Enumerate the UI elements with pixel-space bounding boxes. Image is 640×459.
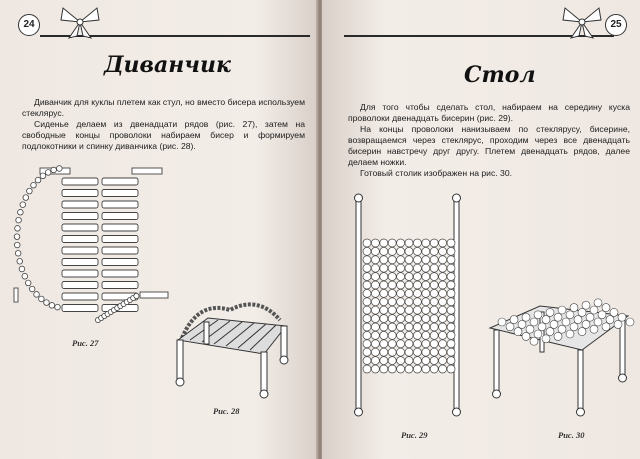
bugle-bead xyxy=(102,224,138,231)
bead xyxy=(380,365,388,373)
bead xyxy=(388,256,396,264)
bugle-bead xyxy=(62,190,98,197)
bead xyxy=(405,331,413,339)
bead xyxy=(413,306,421,314)
bead xyxy=(430,331,438,339)
bead xyxy=(430,256,438,264)
bead xyxy=(422,289,430,297)
bead xyxy=(14,234,20,240)
bead xyxy=(397,348,405,356)
bead xyxy=(413,239,421,247)
bead xyxy=(371,298,379,306)
bead xyxy=(405,306,413,314)
bead xyxy=(430,357,438,365)
bugle-bead xyxy=(132,168,162,174)
bead xyxy=(380,357,388,365)
bow-ornament-icon xyxy=(557,2,607,42)
bead xyxy=(447,281,455,289)
bead xyxy=(522,332,530,340)
bead xyxy=(447,357,455,365)
bead xyxy=(405,298,413,306)
bead xyxy=(422,323,430,331)
bead xyxy=(35,177,41,183)
bead xyxy=(439,281,447,289)
paragraph: Для того чтобы сделать стол, набираем на середину куска проволоки двенадцать бисерин (рис. 29). xyxy=(348,102,630,123)
bead xyxy=(439,256,447,264)
bead xyxy=(447,239,455,247)
bead xyxy=(447,315,455,323)
bead xyxy=(44,300,50,306)
bead xyxy=(413,273,421,281)
bead xyxy=(56,166,62,172)
bead xyxy=(405,323,413,331)
bead xyxy=(510,316,518,324)
bead xyxy=(363,247,371,255)
bead xyxy=(371,357,379,365)
bead xyxy=(422,247,430,255)
bugle-bead xyxy=(62,305,98,312)
bead xyxy=(371,340,379,348)
bead xyxy=(397,357,405,365)
bugle-bead xyxy=(62,201,98,208)
bead xyxy=(405,340,413,348)
bead xyxy=(405,281,413,289)
bead xyxy=(371,247,379,255)
bead xyxy=(578,328,586,336)
bead xyxy=(397,264,405,272)
bead xyxy=(562,318,570,326)
bead xyxy=(371,281,379,289)
bead xyxy=(566,311,574,319)
bead xyxy=(439,323,447,331)
bead xyxy=(19,266,25,272)
bead xyxy=(430,281,438,289)
bugle-bead xyxy=(102,270,138,277)
paragraph: Диванчик для куклы плетем как стул, но вместо бисера используем стеклярус. xyxy=(22,97,305,118)
bead xyxy=(574,316,582,324)
bugle-bead xyxy=(102,190,138,197)
bead xyxy=(422,331,430,339)
bead xyxy=(363,281,371,289)
bead xyxy=(534,330,542,338)
bead xyxy=(363,239,371,247)
bead xyxy=(49,303,55,309)
bead xyxy=(534,311,542,319)
bead xyxy=(388,348,396,356)
bead xyxy=(388,340,396,348)
bead xyxy=(413,289,421,297)
bead xyxy=(397,323,405,331)
bead xyxy=(29,286,35,292)
bead xyxy=(363,264,371,272)
bead xyxy=(380,247,388,255)
bead xyxy=(397,239,405,247)
bead xyxy=(570,323,578,331)
bead xyxy=(363,256,371,264)
bugle-bead xyxy=(62,247,98,254)
bead xyxy=(388,289,396,297)
bead xyxy=(542,316,550,324)
bead xyxy=(388,365,396,373)
bead xyxy=(518,320,526,328)
bead xyxy=(15,226,21,232)
bead xyxy=(582,320,590,328)
bead xyxy=(25,280,31,286)
bugle-bead xyxy=(62,282,98,289)
bead xyxy=(371,289,379,297)
bead xyxy=(363,348,371,356)
bead xyxy=(380,264,388,272)
bead xyxy=(371,323,379,331)
bead xyxy=(388,264,396,272)
bead xyxy=(388,273,396,281)
bead xyxy=(17,258,23,264)
bead xyxy=(554,313,562,321)
bugle-bead xyxy=(102,213,138,220)
bead xyxy=(34,292,40,298)
bead xyxy=(380,323,388,331)
bead xyxy=(439,357,447,365)
bead xyxy=(371,365,379,373)
bead xyxy=(397,365,405,373)
bead xyxy=(388,239,396,247)
figure-29-table-pattern xyxy=(350,188,470,420)
bead xyxy=(371,239,379,247)
bead xyxy=(39,296,45,302)
bead xyxy=(397,289,405,297)
figure-30-table-drawing xyxy=(482,290,637,420)
bead xyxy=(380,298,388,306)
bead xyxy=(363,306,371,314)
bead xyxy=(447,264,455,272)
bead xyxy=(388,331,396,339)
bead xyxy=(388,306,396,314)
bead xyxy=(430,323,438,331)
bead xyxy=(586,313,594,321)
bead xyxy=(22,273,28,279)
bead xyxy=(397,298,405,306)
bugle-bead xyxy=(102,178,138,185)
bead xyxy=(397,281,405,289)
bead xyxy=(598,311,606,319)
bead xyxy=(506,323,514,331)
bead xyxy=(439,298,447,306)
bead xyxy=(439,264,447,272)
bead xyxy=(430,264,438,272)
bead xyxy=(422,298,430,306)
bead xyxy=(405,239,413,247)
bead xyxy=(430,365,438,373)
bead xyxy=(413,256,421,264)
bead xyxy=(413,357,421,365)
paragraph: На концы проволоки нанизываем по стеклярусу, бисерине, возвращаемся через стеклярус, проходим через все двенадцать бисерин навстречу друг другу. Плетем двенадцать рядов, далее делаем ножки. xyxy=(348,124,630,167)
bead xyxy=(558,325,566,333)
bead xyxy=(405,256,413,264)
bead xyxy=(413,315,421,323)
bead xyxy=(430,306,438,314)
bead xyxy=(422,365,430,373)
bugle-bead xyxy=(62,213,98,220)
bead xyxy=(371,315,379,323)
bead xyxy=(363,357,371,365)
bead xyxy=(51,167,57,173)
bead xyxy=(405,365,413,373)
bead xyxy=(447,323,455,331)
bead xyxy=(447,340,455,348)
bead xyxy=(363,273,371,281)
bead xyxy=(430,239,438,247)
bead xyxy=(413,331,421,339)
bead xyxy=(447,331,455,339)
bugle-bead xyxy=(102,247,138,254)
bead xyxy=(363,331,371,339)
bead xyxy=(530,337,538,345)
bead xyxy=(371,256,379,264)
bead xyxy=(397,331,405,339)
bead xyxy=(363,298,371,306)
bead xyxy=(566,330,574,338)
bead xyxy=(363,323,371,331)
bead xyxy=(413,365,421,373)
bead xyxy=(422,315,430,323)
bugle-bead xyxy=(14,288,18,302)
bead xyxy=(45,170,51,176)
page-number: 24 xyxy=(18,14,40,36)
bead xyxy=(522,313,530,321)
bead xyxy=(413,348,421,356)
bead xyxy=(371,264,379,272)
bead xyxy=(23,195,29,201)
bead xyxy=(380,281,388,289)
bead xyxy=(447,273,455,281)
bead xyxy=(439,273,447,281)
bead xyxy=(397,306,405,314)
bead xyxy=(447,298,455,306)
bead xyxy=(413,247,421,255)
bead xyxy=(439,340,447,348)
body-text xyxy=(348,102,630,179)
bead xyxy=(134,293,139,298)
figure-28-sofa-drawing xyxy=(168,290,298,400)
bugle-bead xyxy=(62,224,98,231)
bead xyxy=(422,256,430,264)
bead xyxy=(413,264,421,272)
bead xyxy=(405,315,413,323)
bugle-bead xyxy=(62,293,98,300)
bead xyxy=(397,247,405,255)
bead xyxy=(15,250,21,256)
page-title: Диванчик xyxy=(104,52,231,78)
bead xyxy=(363,289,371,297)
bead xyxy=(526,325,534,333)
bead xyxy=(430,348,438,356)
bead xyxy=(582,301,590,309)
bead xyxy=(380,239,388,247)
bead xyxy=(371,306,379,314)
figure-27-seat-pattern xyxy=(10,160,170,340)
bead xyxy=(530,318,538,326)
bugle-bead xyxy=(140,292,168,298)
bead xyxy=(405,264,413,272)
bead xyxy=(413,323,421,331)
bead xyxy=(594,299,602,307)
bugle-bead xyxy=(62,178,98,185)
bead xyxy=(14,242,20,248)
paragraph: Готовый столик изображен на рис. 30. xyxy=(360,168,512,178)
bead xyxy=(422,273,430,281)
bead xyxy=(558,306,566,314)
bead xyxy=(606,316,614,324)
bead xyxy=(546,328,554,336)
bead xyxy=(380,331,388,339)
figure-caption: Рис. 29 xyxy=(401,430,428,440)
bead xyxy=(447,348,455,356)
bead xyxy=(546,308,554,316)
bead xyxy=(397,340,405,348)
paragraph: Сиденье делаем из двенадцати рядов (рис. 27), затем на свободные концы проволоки набираем бисер и формируем подлокотники и спинку диванчика (рис. 28). xyxy=(22,119,305,151)
bead xyxy=(397,315,405,323)
right-page xyxy=(322,0,640,459)
bead xyxy=(447,306,455,314)
bead xyxy=(614,320,622,328)
bead xyxy=(397,256,405,264)
bead xyxy=(422,357,430,365)
bead xyxy=(380,315,388,323)
bead xyxy=(447,289,455,297)
bead xyxy=(430,340,438,348)
bead xyxy=(388,247,396,255)
page-title: Стол xyxy=(464,62,536,88)
bow-ornament-icon xyxy=(55,2,105,42)
bead xyxy=(413,281,421,289)
bugle-bead xyxy=(102,201,138,208)
bead xyxy=(439,365,447,373)
figure-caption: Рис. 30 xyxy=(558,430,585,440)
bead xyxy=(380,289,388,297)
bead xyxy=(413,298,421,306)
bead xyxy=(413,340,421,348)
bead xyxy=(380,273,388,281)
bead xyxy=(380,348,388,356)
bead xyxy=(447,365,455,373)
bead xyxy=(439,306,447,314)
bead xyxy=(16,217,22,223)
bead xyxy=(397,273,405,281)
bead xyxy=(388,323,396,331)
bead xyxy=(578,308,586,316)
bead xyxy=(430,273,438,281)
bugle-bead xyxy=(62,270,98,277)
bugle-bead xyxy=(102,259,138,266)
bead xyxy=(439,289,447,297)
bead xyxy=(570,304,578,312)
bead xyxy=(422,239,430,247)
bead xyxy=(422,348,430,356)
bead xyxy=(430,315,438,323)
bead xyxy=(55,304,61,310)
figure-caption: Рис. 27 xyxy=(72,338,99,348)
bead xyxy=(626,318,634,326)
bead xyxy=(618,313,626,321)
bugle-bead xyxy=(102,236,138,243)
bead xyxy=(430,289,438,297)
bugle-bead xyxy=(62,236,98,243)
bead xyxy=(542,335,550,343)
bead xyxy=(18,209,24,215)
bead xyxy=(40,173,46,179)
bead xyxy=(363,315,371,323)
body-text xyxy=(22,97,305,152)
bead xyxy=(371,273,379,281)
bead xyxy=(388,357,396,365)
bead xyxy=(447,256,455,264)
bead xyxy=(447,247,455,255)
bead xyxy=(550,320,558,328)
bead xyxy=(363,340,371,348)
bead xyxy=(602,304,610,312)
bead xyxy=(439,315,447,323)
bead xyxy=(439,331,447,339)
bead xyxy=(388,281,396,289)
left-page xyxy=(0,0,318,459)
bead xyxy=(388,315,396,323)
bead xyxy=(405,247,413,255)
bead xyxy=(388,298,396,306)
bead xyxy=(514,328,522,336)
bead xyxy=(554,332,562,340)
figure-caption: Рис. 28 xyxy=(213,406,240,416)
bead xyxy=(538,323,546,331)
bead xyxy=(20,202,26,208)
bead xyxy=(430,247,438,255)
bead xyxy=(602,323,610,331)
bead xyxy=(498,318,506,326)
bead xyxy=(380,340,388,348)
bead xyxy=(422,281,430,289)
bead xyxy=(590,325,598,333)
bead xyxy=(363,365,371,373)
bead xyxy=(422,306,430,314)
bead xyxy=(430,298,438,306)
bead xyxy=(610,308,618,316)
bead xyxy=(590,306,598,314)
bead xyxy=(439,239,447,247)
bead xyxy=(405,289,413,297)
bead xyxy=(422,264,430,272)
bead xyxy=(380,306,388,314)
bead xyxy=(405,273,413,281)
bead xyxy=(594,318,602,326)
bead xyxy=(380,256,388,264)
bugle-bead xyxy=(62,259,98,266)
bead xyxy=(439,247,447,255)
bead xyxy=(371,331,379,339)
bead xyxy=(31,182,37,188)
bead xyxy=(27,188,33,194)
page-number: 25 xyxy=(605,14,627,36)
bead xyxy=(405,357,413,365)
bead xyxy=(422,340,430,348)
bugle-bead xyxy=(102,282,138,289)
bead xyxy=(405,348,413,356)
bead xyxy=(371,348,379,356)
bead xyxy=(439,348,447,356)
